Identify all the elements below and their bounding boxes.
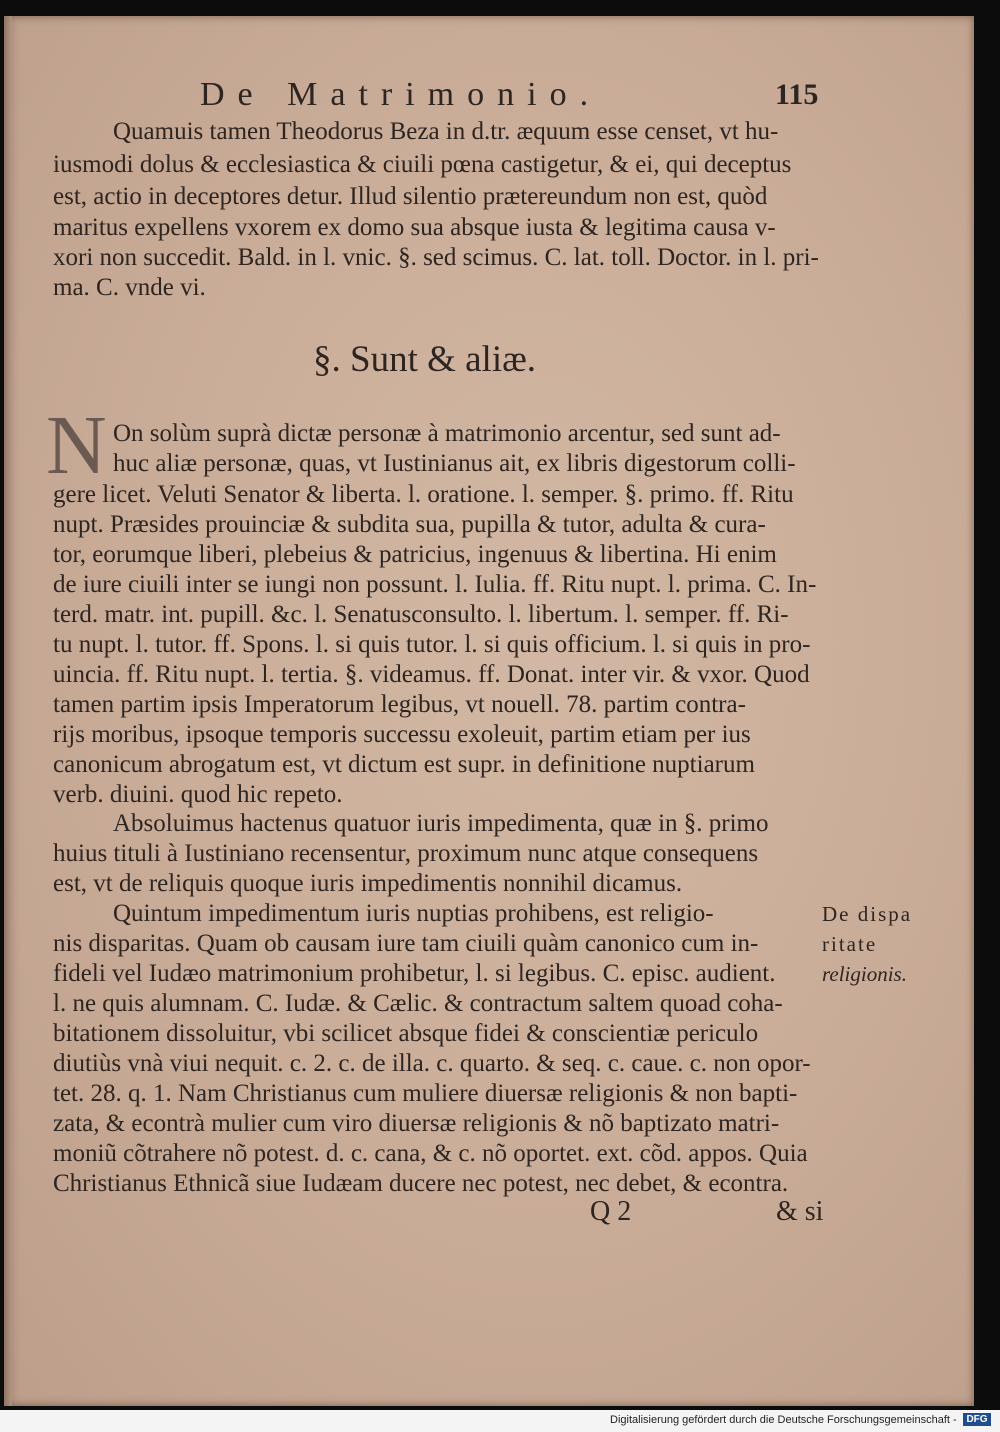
- text-line: Quamuis tamen Theodorus Beza in d.tr. æquum esse censet, vt hu-: [113, 118, 779, 145]
- text-line: canonicum abrogatum est, vt dictum est supr. in definitione nuptiarum: [53, 751, 755, 778]
- text-line: gere licet. Veluti Senator & liberta. l. oratione. l. semper. §. primo. ff. Ritu: [53, 481, 794, 508]
- catchword: & si: [776, 1196, 824, 1227]
- text-line: l. ne quis alumnam. C. Iudæ. & Cælic. & contractum saltem quoad coha-: [53, 990, 783, 1017]
- text-line: terd. matr. int. pupill. &c. l. Senatusconsulto. l. libertum. l. semper. ff. Ri-: [53, 601, 789, 628]
- text-line: de iure ciuili inter se iungi non possunt. l. Iulia. ff. Ritu nupt. l. prima. C. In-: [53, 571, 817, 598]
- text-line: iusmodi dolus & ecclesiastica & ciuili pœna castigetur, & ei, qui deceptus: [53, 151, 792, 178]
- marginal-note-line: religionis.: [822, 962, 907, 986]
- page-number: 115: [775, 78, 819, 111]
- text-line: On solùm suprà dictæ personæ à matrimonio arcentur, sed sunt ad-: [113, 420, 781, 447]
- text-line: zata, & econtrà mulier cum viro diuersæ religionis & nõ baptizato matri-: [53, 1110, 780, 1137]
- signature-mark: Q 2: [590, 1196, 632, 1227]
- text-line: tu nupt. l. tutor. ff. Spons. l. si quis tutor. l. si quis officium. l. si quis in pro-: [53, 631, 811, 658]
- text-line: moniũ cõtrahere nõ potest. d. c. cana, & c. nõ oportet. ext. cõd. appos. Quia: [53, 1140, 808, 1167]
- text-line: huius tituli à Iustiniano recensentur, proximum nunc atque consequens: [53, 840, 759, 867]
- text-line: fideli vel Iudæo matrimonium prohibetur, l. si legibus. C. episc. audient.: [53, 960, 776, 987]
- text-line: ma. C. vnde vi.: [53, 274, 206, 301]
- drop-cap: N: [46, 399, 107, 492]
- digitization-credit: Digitalisierung gefördert durch die Deutsche Forschungsgemeinschaft -: [610, 1414, 957, 1426]
- text-line: nis disparitas. Quam ob causam iure tam ciuili quàm canonico cum in-: [53, 930, 759, 957]
- text-line: tor, eorumque liberi, plebeius & patricius, ingenuus & libertina. Hi enim: [53, 541, 777, 568]
- text-line: bitationem dissoluitur, vbi scilicet absque fidei & conscientiæ periculo: [53, 1020, 759, 1047]
- marginal-note-line: De dispa: [822, 902, 913, 926]
- page-gutter-edge: [4, 16, 12, 1406]
- text-line: est, vt de reliquis quoque iuris impedimentis nonnihil dicamus.: [53, 870, 683, 897]
- text-line: huc aliæ personæ, quas, vt Iustinianus ait, ex libris digestorum colli-: [113, 450, 796, 477]
- text-line: tamen partim ipsis Imperatorum legibus, vt nouell. 78. partim contra-: [53, 691, 746, 718]
- text-line: est, actio in deceptores detur. Illud silentio prætereundum non est, quòd: [53, 183, 768, 210]
- section-heading: §. Sunt & aliæ.: [313, 339, 537, 380]
- text-line: uincia. ff. Ritu nupt. l. tertia. §. videamus. ff. Donat. inter vir. & vxor. Quod: [53, 661, 810, 688]
- text-line: diutiùs vnà viui nequit. c. 2. c. de illa. c. quarto. & seq. c. caue. c. non opor-: [53, 1050, 811, 1077]
- text-line: Quintum impedimentum iuris nuptias prohibens, est religio-: [113, 900, 714, 927]
- running-head: De Matrimonio.: [200, 76, 602, 113]
- text-line: maritus expellens vxorem ex domo sua absque iusta & legitima causa v-: [53, 214, 776, 241]
- text-line: xori non succedit. Bald. in l. vnic. §. sed scimus. C. lat. toll. Doctor. in l. pri-: [53, 244, 819, 271]
- text-line: nupt. Præsides prouinciæ & subdita sua, pupilla & tutor, adulta & cura-: [53, 511, 766, 538]
- text-line: verb. diuini. quod hic repeto.: [53, 781, 343, 808]
- text-line: Absoluimus hactenus quatuor iuris impedimenta, quæ in §. primo: [113, 810, 769, 837]
- text-line: rijs moribus, ipsoque temporis successu exoleuit, partim etiam per ius: [53, 721, 751, 748]
- text-line: tet. 28. q. 1. Nam Christianus cum muliere diuersæ religionis & non bapti-: [53, 1080, 798, 1107]
- dfg-logo: DFG: [963, 1413, 991, 1426]
- marginal-note-line: ritate: [822, 932, 878, 956]
- text-line: Christianus Ethnicã siue Iudæam ducere nec potest, nec debet, & econtra.: [53, 1170, 789, 1197]
